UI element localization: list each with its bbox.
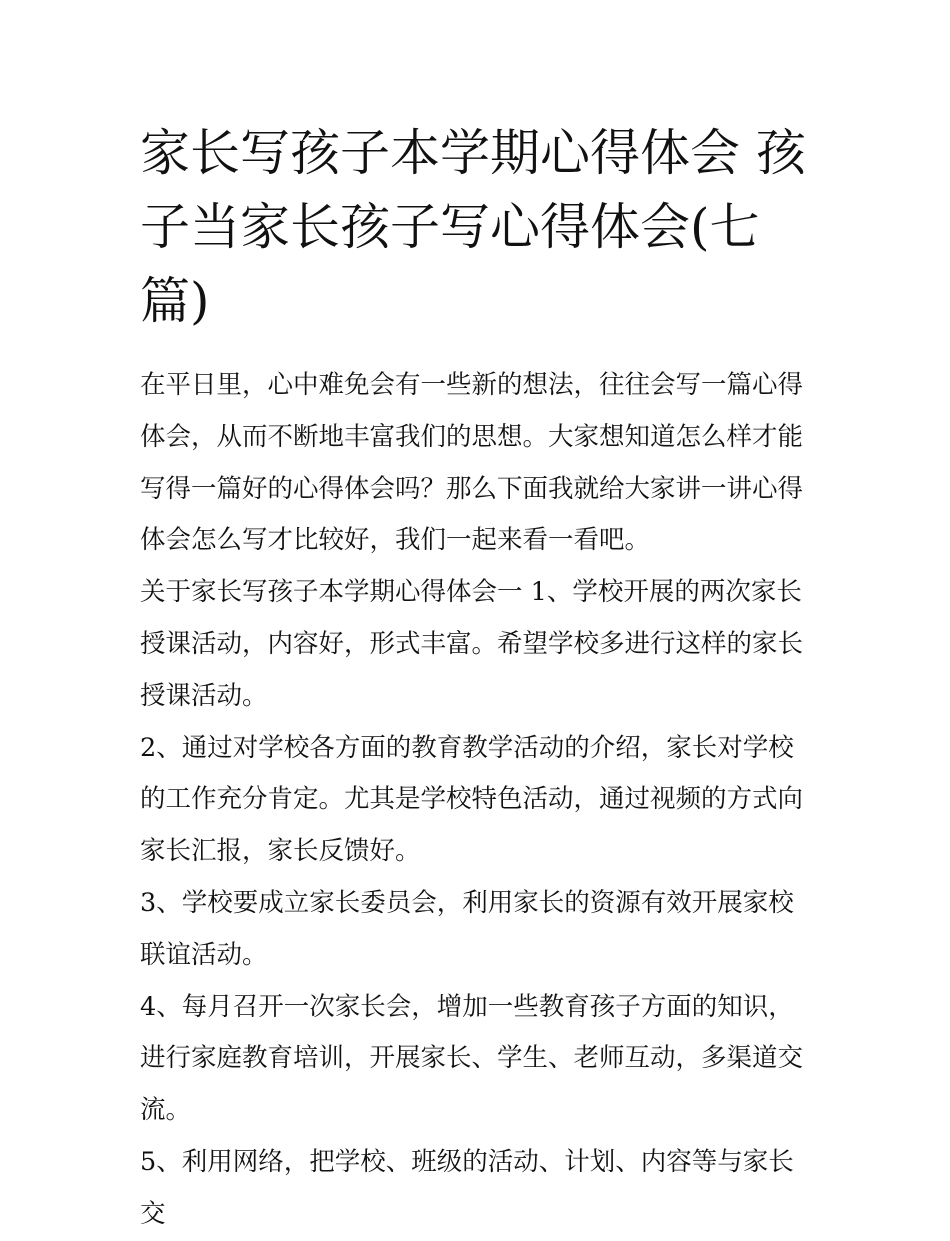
document-content xyxy=(140,116,816,1241)
document-body xyxy=(140,360,816,1241)
paragraph-3: 3、学校要成立家长委员会，利用家长的资源有效开展家校联谊活动。 xyxy=(140,887,794,970)
paragraph-intro: 在平日里，心中难免会有一些新的想法，往往会写一篇心得体会，从而不断地丰富我们的思想。大家想知道怎么样才能写得一篇好的心得体会吗？那么下面我就给大家讲一讲心得体会怎么写才比较好，我们一起来看一看吧。 xyxy=(140,370,804,556)
document-title: 家长写孩子本学期心得体会 孩子当家长孩子写心得体会(七篇) xyxy=(140,124,806,330)
paragraph-4: 4、每月召开一次家长会，增加一些教育孩子方面的知识，进行家庭教育培训，开展家长、学生、老师互动，多渠道交流。 xyxy=(140,991,804,1126)
paragraph-5: 5、利用网络，把学校、班级的活动、计划、内容等与家长交 xyxy=(140,1146,794,1229)
paragraph-2: 2、通过对学校各方面的教育教学活动的介绍，家长对学校的工作充分肯定。尤其是学校特色活动，通过视频的方式向家长汇报，家长反馈好。 xyxy=(140,732,804,867)
paragraph-1: 关于家长写孩子本学期心得体会一 1、学校开展的两次家长授课活动，内容好，形式丰富。希望学校多进行这样的家长授课活动。 xyxy=(140,577,804,711)
